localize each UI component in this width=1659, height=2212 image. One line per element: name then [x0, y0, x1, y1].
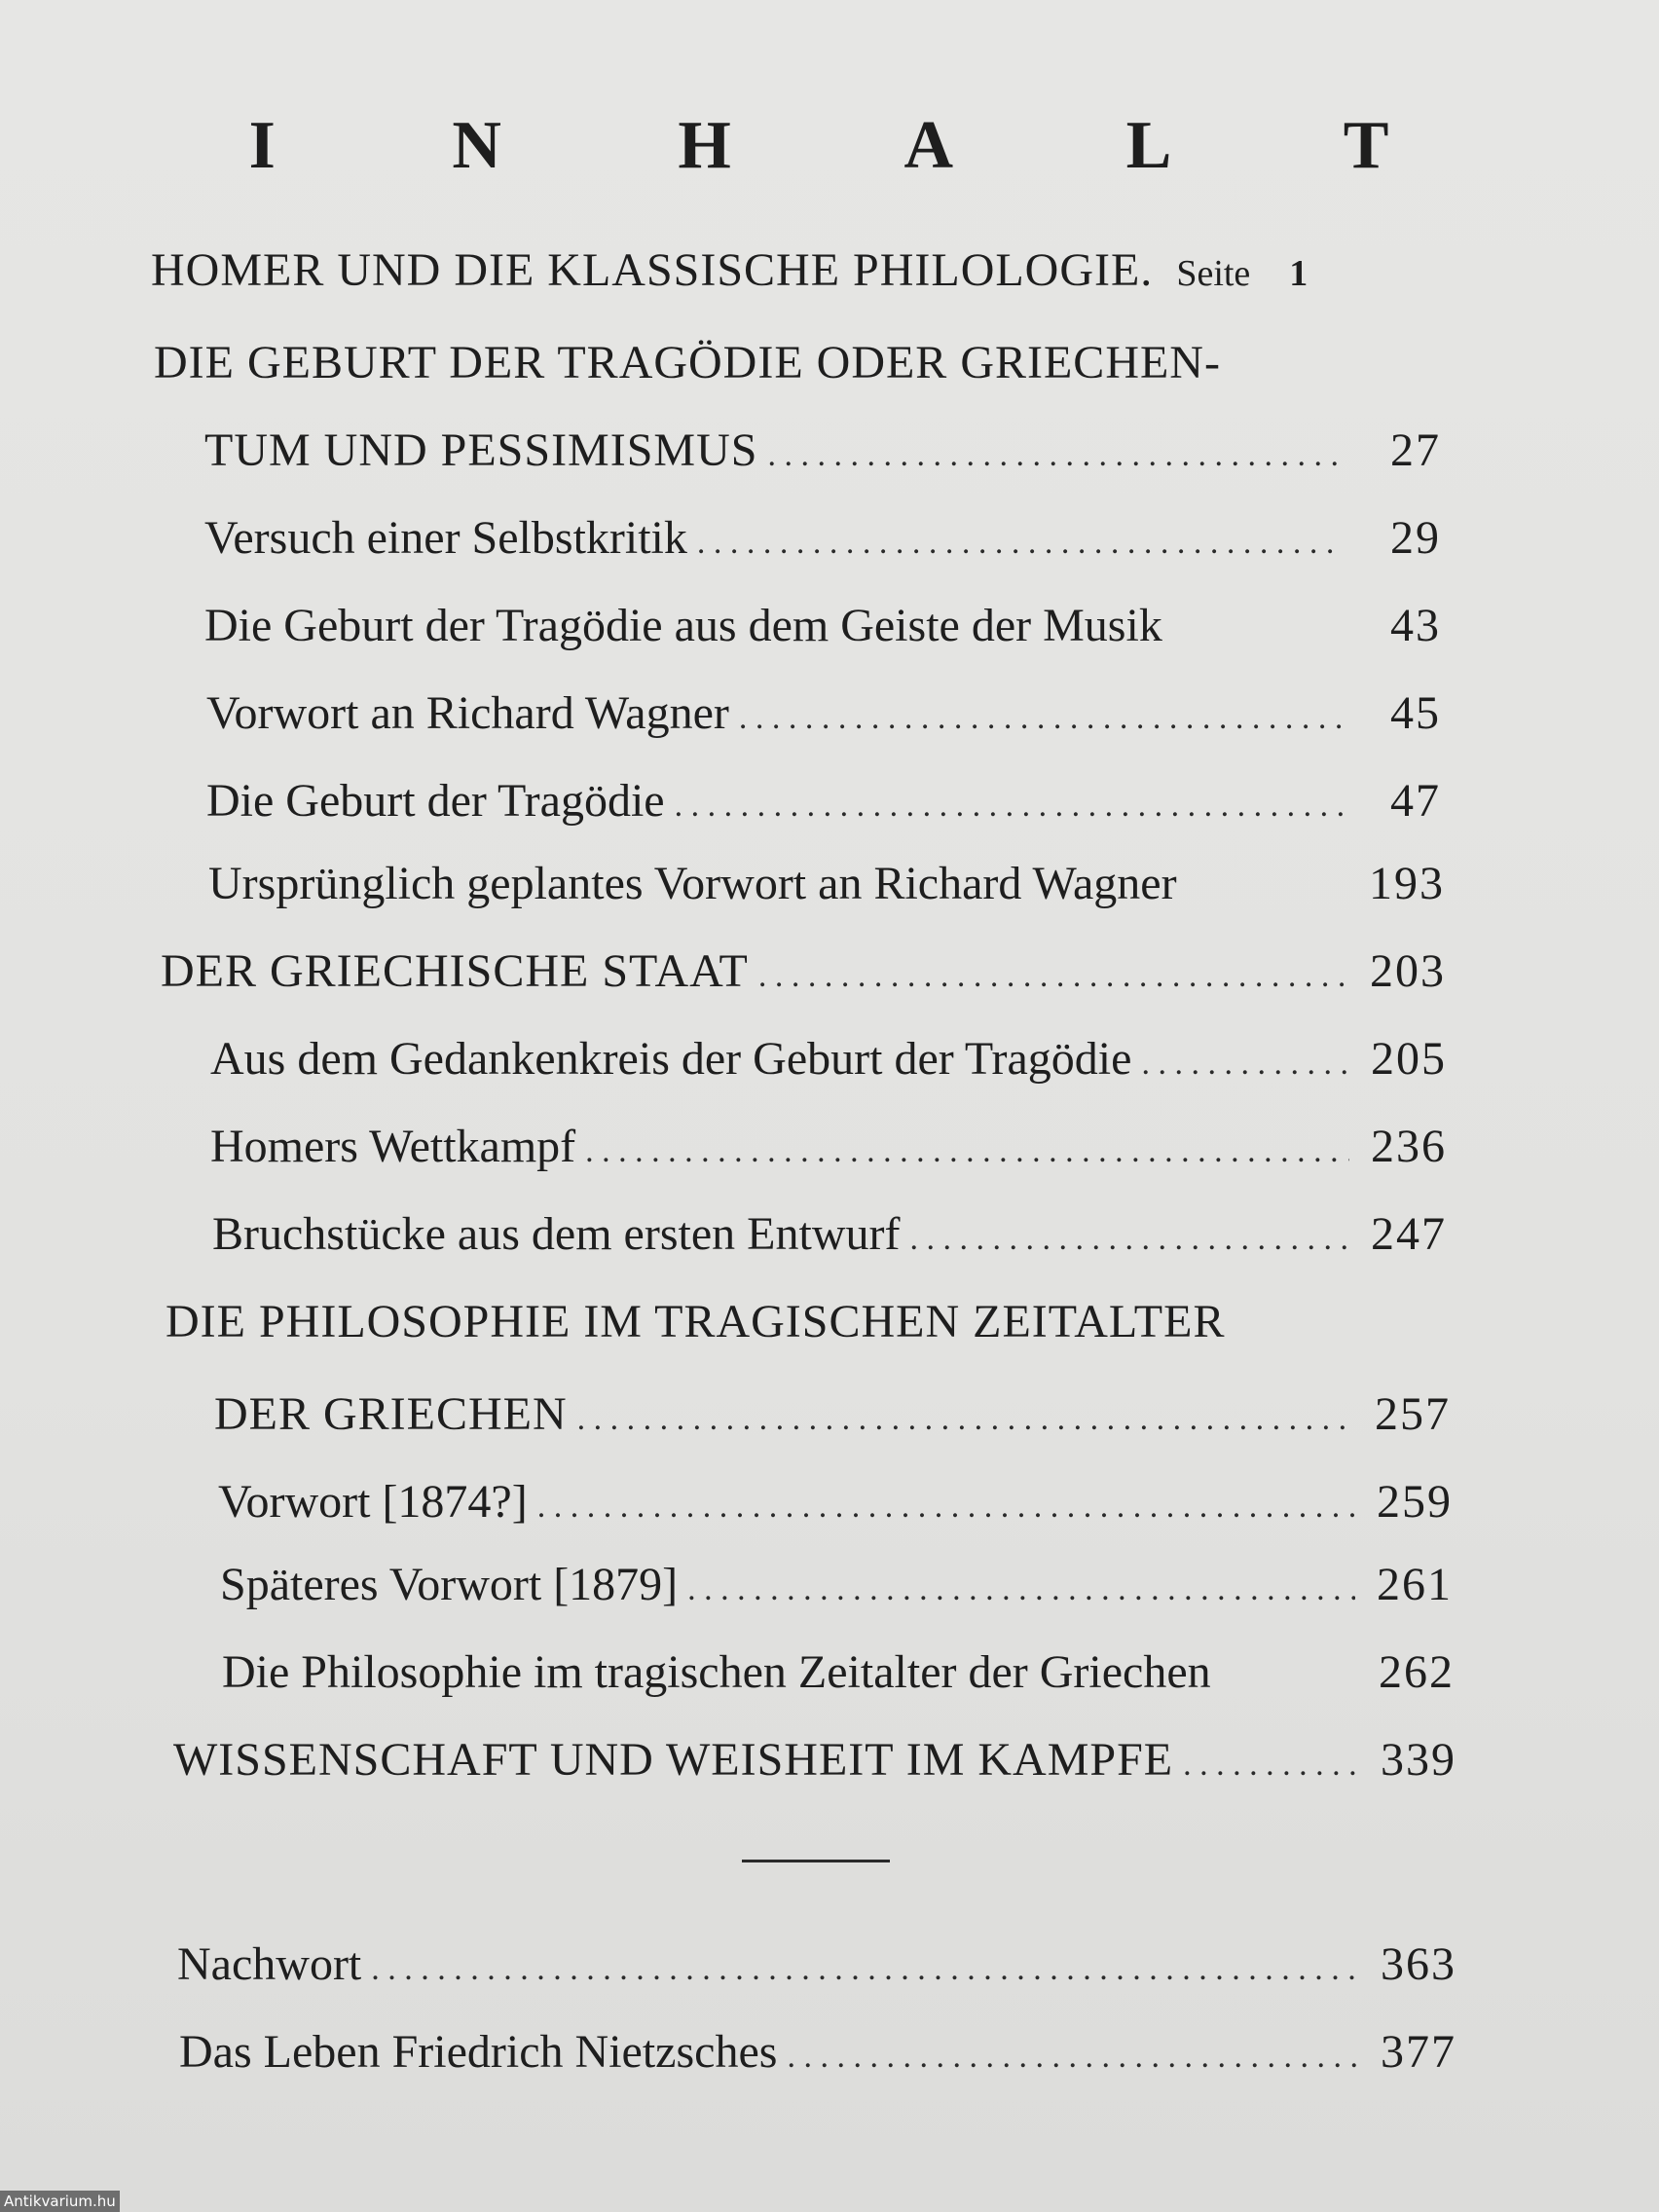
toc-page-number: 193 [1369, 858, 1445, 909]
toc-entry-label: WISSENSCHAFT UND WEISHEIT IM KAMPFE [173, 1734, 1174, 1786]
toc-entry-nachwort [177, 1937, 1456, 2006]
dot-leader [739, 700, 1344, 737]
toc-page-number: 29 [1390, 512, 1441, 564]
toc-entry-label: HOMER UND DIE KLASSISCHE PHILOLOGIE. [151, 244, 1154, 296]
toc-page-number: 1 [1289, 253, 1309, 294]
toc-entry-geburt-der-tragoedie [206, 774, 1441, 842]
toc-entry-homers-wettkampf [210, 1120, 1447, 1188]
toc-page-number: 47 [1390, 775, 1441, 827]
toc-entry-vorwort-wagner [206, 686, 1441, 755]
toc-entry-vorwort-1874 [218, 1475, 1453, 1543]
toc-entry-vorwort-1879 [220, 1558, 1453, 1626]
toc-entry-label: Die Geburt der Tragödie aus dem Geiste der Musik [204, 600, 1162, 651]
dot-leader [1183, 1747, 1359, 1784]
toc-entry-label: Versuch einer Selbstkritik [204, 512, 687, 564]
toc-entry-label: Nachwort [177, 1938, 362, 1990]
toc-entry-wissenschaft [173, 1733, 1456, 1801]
toc-entry-geburt-heading [154, 336, 1419, 404]
toc-entry-bruchstuecke [212, 1207, 1447, 1275]
toc-page-number: 45 [1390, 687, 1441, 739]
dot-leader [577, 1401, 1353, 1438]
watermark: Antikvarium.hu [0, 2191, 120, 2212]
dot-leader [585, 1133, 1349, 1170]
toc-entry-label: DIE PHILOSOPHIE IM TRAGISCHEN ZEITALTER [166, 1296, 1226, 1347]
toc-entry-label: TUM UND PESSIMISMUS [204, 424, 758, 476]
toc-entry-label: Ursprünglich geplantes Vorwort an Richard Wagner [208, 858, 1177, 909]
toc-page-number: 257 [1375, 1388, 1451, 1440]
toc-entry-label: Die Philosophie im tragischen Zeitalter der Griechen [222, 1646, 1211, 1698]
toc-entry-label: DIE GEBURT DER TRAGÖDIE ODER GRIECHEN- [154, 337, 1221, 388]
dot-leader [909, 1221, 1349, 1258]
toc-entry-label: Späteres Vorwort [1879] [220, 1559, 679, 1610]
dot-leader [787, 2039, 1359, 2076]
dot-leader [1141, 1046, 1349, 1083]
toc-page-number: 259 [1377, 1476, 1453, 1528]
toc-page-number: 236 [1371, 1121, 1447, 1172]
toc-page-number: 377 [1381, 2026, 1456, 2078]
toc-page-number: 203 [1370, 945, 1446, 997]
toc-entry-philosophie-heading [166, 1295, 1451, 1363]
toc-entry-homer [151, 243, 1426, 312]
toc-entry-geplantes-vorwort [208, 857, 1445, 925]
toc-entry-label: DER GRIECHEN [214, 1388, 568, 1440]
toc-entry-griechische-staat [161, 944, 1446, 1013]
toc-entry-selbstkritik [204, 511, 1441, 579]
dot-leader [537, 1489, 1355, 1526]
toc-entry-label: Das Leben Friedrich Nietzsches [179, 2026, 778, 2078]
toc-entry-label: Bruchstücke aus dem ersten Entwurf [212, 1208, 901, 1260]
toc-entry-leben-nietzsches [179, 2025, 1456, 2093]
toc-entry-label: Homers Wettkampf [210, 1121, 576, 1172]
toc-page-number: 247 [1371, 1208, 1447, 1260]
toc-entry-der-griechen [214, 1387, 1451, 1456]
toc-entry-gedankenkreis [210, 1032, 1447, 1100]
toc-page-number: 43 [1390, 600, 1441, 651]
toc-page-number: 363 [1381, 1938, 1456, 1990]
dot-leader [687, 1571, 1355, 1608]
dot-leader [697, 525, 1344, 562]
dot-leader [767, 437, 1344, 474]
toc-page-number: 27 [1390, 424, 1441, 476]
seite-label: Seite [1176, 253, 1251, 294]
dot-leader [675, 788, 1344, 825]
dot-leader [371, 1951, 1359, 1988]
toc-page-number: 261 [1377, 1559, 1453, 1610]
toc-entry-philosophie-tragisch [222, 1645, 1455, 1714]
dot-leader [758, 958, 1348, 995]
section-divider [742, 1860, 890, 1862]
toc-entry-label: DER GRIECHISCHE STAAT [161, 945, 749, 997]
toc-entry-geist-der-musik [204, 599, 1441, 667]
toc-entry-label: Aus dem Gedankenkreis der Geburt der Tragödie [210, 1033, 1132, 1085]
toc-entry-label: Vorwort [1874?] [218, 1476, 528, 1528]
toc-page-number: 262 [1379, 1646, 1455, 1698]
toc-entry-label: Die Geburt der Tragödie [206, 775, 665, 827]
toc-entry-pessimismus [204, 424, 1441, 492]
toc-page-number: 205 [1371, 1033, 1447, 1085]
toc-page-number: 339 [1381, 1734, 1456, 1786]
page-title: I N H A L T [248, 108, 1469, 183]
toc-entry-label: Vorwort an Richard Wagner [206, 687, 729, 739]
